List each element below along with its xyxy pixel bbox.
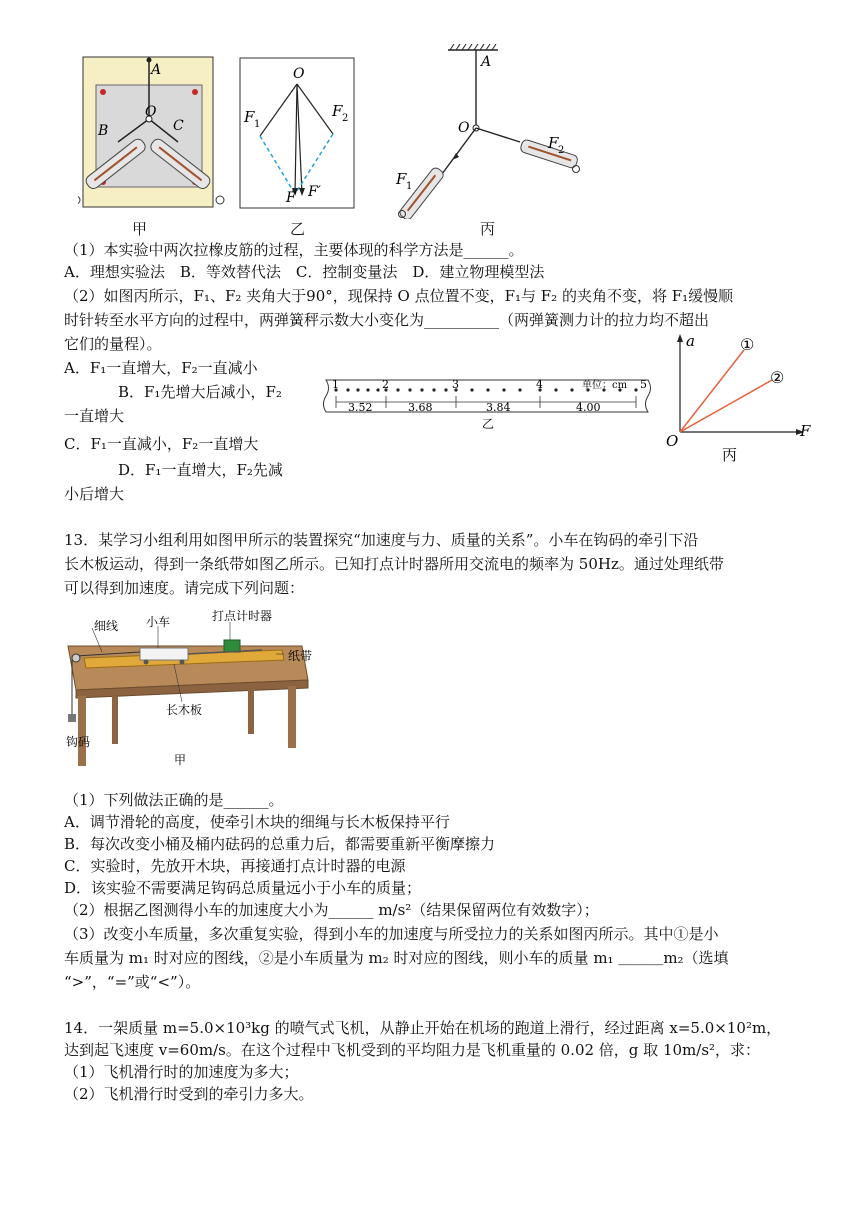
label-F1-sub: 1	[254, 119, 261, 130]
q13-option-a: A．调节滑轮的高度，使牵引木块的细绳与长木板保持平行	[64, 813, 450, 831]
q13-part3-line3: “>”，“=”或“<”）。	[64, 973, 201, 991]
tape-segment-4: 4.00	[576, 401, 601, 414]
q13-intro-line3: 可以得到加速度。请完成下列问题：	[64, 579, 305, 597]
figure-bing	[390, 44, 585, 219]
label-xixian: 细线	[94, 619, 119, 633]
q13-part1: （1）下列做法正确的是______。	[64, 791, 284, 809]
label-dadian: 打点计时器	[212, 609, 273, 623]
label-changmuban: 长木板	[166, 703, 203, 717]
q12-option-d-1: D．F₁一直增大，F₂先减	[118, 461, 283, 479]
q14-part2: （2）飞机滑行时受到的牵引力多大。	[64, 1085, 314, 1103]
q12-part1: （1）本实验中两次拉橡皮筋的过程，主要体现的科学方法是______。	[64, 241, 524, 259]
paper-tape	[318, 376, 656, 432]
label-O: O	[293, 66, 305, 82]
label-F1: F	[244, 108, 255, 126]
caption-bing: 丙	[480, 220, 496, 238]
q12-option-b-2: 一直增大	[64, 407, 125, 425]
q14-intro-line2: 达到起飞速度 v=60m/s。在这个过程中飞机受到的平均阻力是飞机重量的 0.02 倍，g 取 10m/s²，求：	[64, 1041, 761, 1059]
q12-option-b-1: B．F₁先增大后减小，F₂	[118, 383, 282, 401]
figure-jia	[78, 52, 228, 222]
tape-point-2: 2	[382, 378, 389, 391]
q13-option-c: C．实验时，先放开木块，再接通打点计时器的电源	[64, 857, 406, 875]
tape-point-4: 4	[536, 378, 543, 391]
label-xiaoche: 小车	[146, 615, 171, 629]
label-F2-sub: 2	[558, 145, 565, 156]
apparatus-figure	[62, 608, 322, 770]
graph-y-label: a	[686, 332, 695, 350]
q14-part1: （1）飞机滑行时的加速度为多大；	[64, 1063, 299, 1081]
label-Fprime: F′	[308, 184, 321, 200]
caption-yi: 乙	[290, 220, 306, 238]
tape-unit: 单位：cm	[582, 380, 628, 391]
q12-part2-line2: 时针转至水平方向的过程中，两弹簧秤示数大小变化为__________（两弹簧测力计的拉力均不超出	[64, 311, 710, 329]
graph-origin: O	[666, 432, 679, 450]
q12-option-c: C．F₁一直减小，F₂一直增大	[64, 435, 259, 453]
caption-jia: 甲	[132, 220, 148, 238]
label-B: B	[98, 123, 109, 139]
tape-segment-1: 3.52	[348, 401, 373, 414]
graph-caption: 丙	[722, 446, 738, 464]
label-F1-sub: 1	[406, 181, 413, 192]
q13-option-b: B．每次改变小桶及桶内砝码的总重力后，都需要重新平衡摩擦力	[64, 835, 496, 853]
q13-intro-line1: 13．某学习小组利用如图甲所示的装置探究“加速度与力、质量的关系”。小车在钩码的牵引下沿	[64, 531, 699, 549]
tape-segment-2: 3.68	[408, 401, 433, 414]
label-F2: F	[548, 134, 559, 152]
q12-part1-options: A．理想实验法 B．等效替代法 C．控制变量法 D．建立物理模型法	[64, 263, 545, 281]
apparatus-caption: 甲	[174, 753, 187, 767]
label-zhidai: 纸带	[288, 649, 313, 663]
label-C: C	[173, 118, 184, 134]
q13-option-d: D．该实验不需要满足钩码总质量远小于小车的质量；	[64, 879, 422, 897]
label-F: F	[286, 190, 296, 206]
tape-segment-3: 3.84	[486, 401, 511, 414]
tape-point-5: 5	[640, 378, 647, 391]
graph-x-label: F	[800, 422, 811, 440]
q12-option-a: A．F₁一直增大，F₂一直减小	[64, 359, 258, 377]
tape-point-3: 3	[452, 378, 459, 391]
q14-intro-line1: 14．一架质量 m=5.0×10³kg 的喷气式飞机，从静止开始在机场的跑道上滑行，经过距离 x=5.0×10²m，	[64, 1019, 782, 1037]
q13-part3-line2: 车质量为 m₁ 时对应的图线，②是小车质量为 m₂ 时对应的图线，则小车的质量 m₁ ＿＿＿m₂（选填	[64, 949, 729, 967]
label-A: A	[151, 62, 162, 78]
label-F1: F	[396, 170, 407, 188]
q13-intro-line2: 长木板运动，得到一条纸带如图乙所示。已知打点计时器所用交流电的频率为 50Hz。通过处理纸带	[64, 555, 724, 573]
graph-line2-label: ②	[770, 368, 785, 387]
label-O: O	[145, 104, 157, 120]
a-f-graph	[660, 328, 820, 466]
tape-point-1: 1	[332, 378, 339, 391]
q12-part2-line1: （2）如图丙所示，F₁、F₂ 夹角大于90°，现保持 O 点位置不变，F₁与 F₂ 的夹角不变，将 F₁缓慢顺	[64, 287, 734, 305]
figure-yi	[238, 56, 358, 211]
q12-part2-line3: 它们的量程）。	[64, 335, 162, 353]
tape-caption: 乙	[482, 417, 495, 431]
label-A: A	[481, 54, 492, 70]
label-O: O	[458, 120, 470, 136]
label-F2-sub: 2	[342, 113, 349, 124]
graph-line1-label: ①	[740, 335, 755, 354]
q13-part3-line1: （3）改变小车质量，多次重复实验，得到小车的加速度与所受拉力的关系如图丙所示。其中①是小	[64, 925, 719, 943]
label-F2: F	[332, 102, 343, 120]
label-gouma: 钩码	[66, 735, 91, 749]
q13-part2: （2）根据乙图测得小车的加速度大小为______ m/s²（结果保留两位有效数字）；	[64, 901, 599, 919]
q12-option-d-2: 小后增大	[64, 485, 125, 503]
